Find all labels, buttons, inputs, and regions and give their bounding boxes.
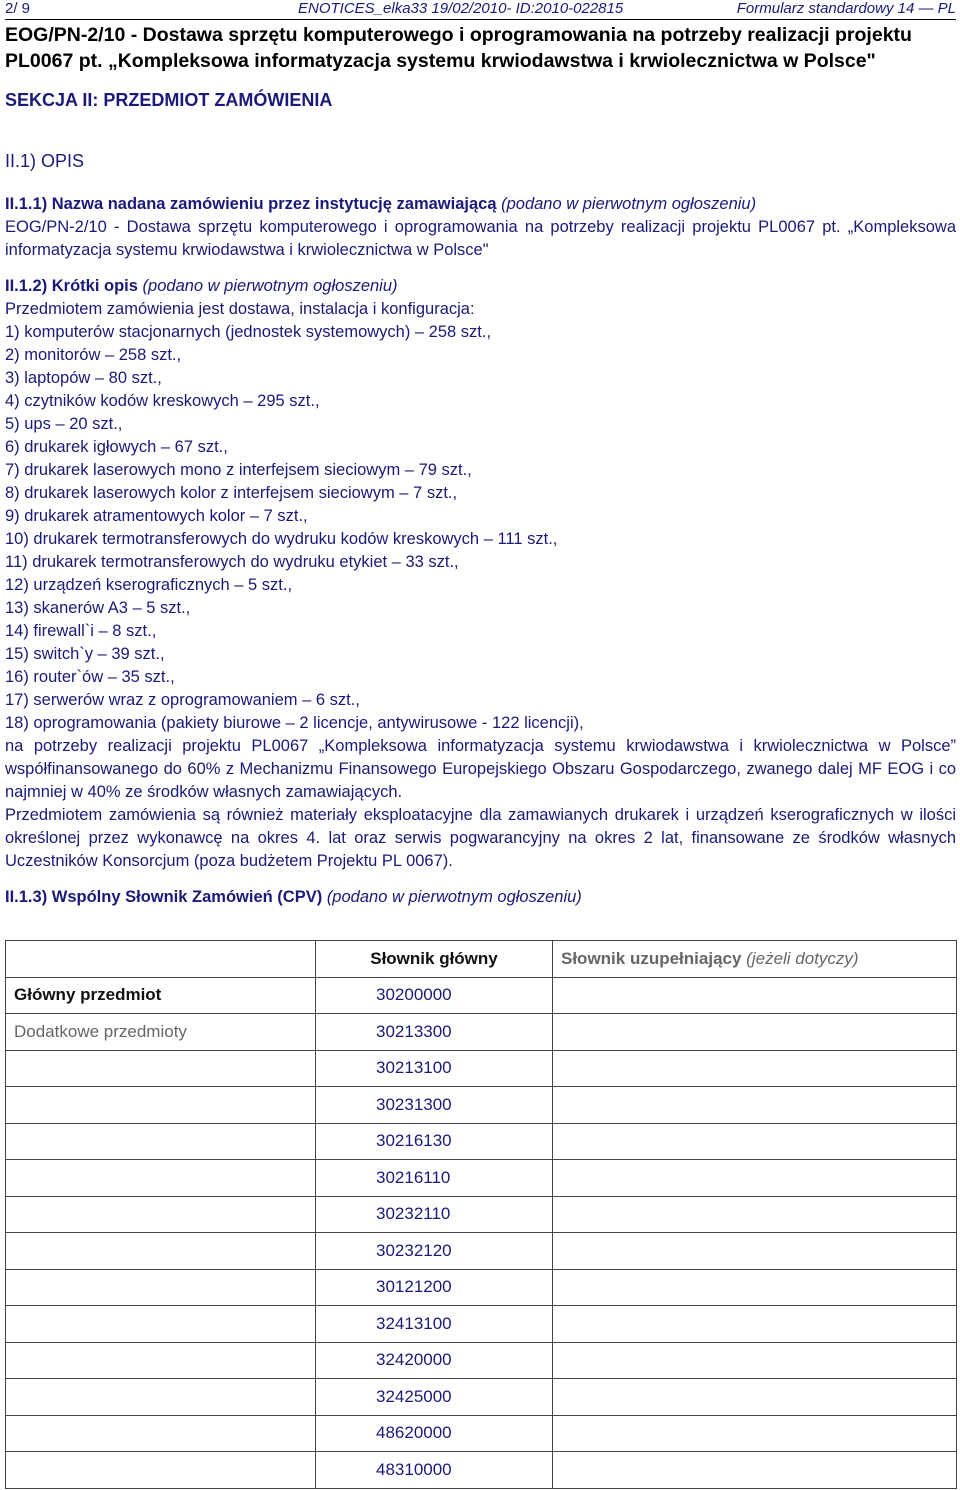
item-list <box>5 321 956 735</box>
list-item: 9) drukarek atramentowych kolor – 7 szt., <box>5 507 308 525</box>
cpv-extra-row <box>6 1123 957 1160</box>
notice-id: ENOTICES_elka33 19/02/2010- ID:2010-022815 <box>298 0 624 17</box>
cpv-extra-row <box>6 1452 957 1489</box>
cpv-extra-row <box>6 1415 957 1452</box>
section-title: SEKCJA II: PRZEDMIOT ZAMÓWIENIA <box>5 90 955 116</box>
cpv-extra-code: 48620000 <box>316 1415 553 1452</box>
list-item: 5) ups – 20 szt., <box>5 415 123 433</box>
list-item: 15) switch`y – 39 szt., <box>5 645 165 663</box>
cpv-extra-code: 48310000 <box>316 1452 553 1489</box>
cpv-extra-label: Dodatkowe przedmioty <box>6 1014 316 1051</box>
cpv-header-row <box>6 941 957 978</box>
s113-heading: II.1.3) Wspólny Słownik Zamówień (CPV) (podano w pierwotnym ogłoszeniu) <box>5 888 582 906</box>
list-item: 13) skanerów A3 – 5 szt., <box>5 599 191 617</box>
cpv-extra-code: 30213300 <box>316 1014 553 1051</box>
list-item: 8) drukarek laserowych kolor z interfejsem sieciowym – 7 szt., <box>5 484 458 502</box>
cpv-extra-code: 30232120 <box>316 1233 553 1270</box>
cpv-extra-row <box>6 1196 957 1233</box>
list-item: 18) oprogramowania (pakiety biurowe – 2 licencje, antywirusowe - 122 licencji), <box>5 714 584 732</box>
document-title: EOG/PN-2/10 - Dostawa sprzętu komputerowego i oprogramowania na potrzeby realizacji projektu PL0067 pt. „Kompleksowa informatyzacja systemu krwiodawstwa i krwiolecznictwa w Polsce" <box>5 24 912 72</box>
s112-heading: II.1.2) Krótki opis (podano w pierwotnym ogłoszeniu) <box>5 277 398 295</box>
page-number: 2/ 9 <box>5 0 31 17</box>
cpv-extra-row <box>6 1160 957 1197</box>
cpv-extra-row <box>6 1087 957 1124</box>
cpv-extra-code: 30213100 <box>316 1050 553 1087</box>
cpv-extra-code: 32425000 <box>316 1379 553 1416</box>
list-item: 11) drukarek termotransferowych do wydruku etykiet – 33 szt., <box>5 553 459 571</box>
cpv-extra-code: 30216130 <box>316 1123 553 1160</box>
opis-heading: II.1) OPIS <box>5 151 85 171</box>
list-item: 1) komputerów stacjonarnych (jednostek systemowych) – 258 szt., <box>5 323 492 341</box>
cpv-extra-code: 30121200 <box>316 1269 553 1306</box>
section-content <box>5 193 956 909</box>
cpv-extra-row <box>6 1379 957 1416</box>
cpv-extra-row <box>6 1014 957 1051</box>
list-item: 14) firewall`i – 8 szt., <box>5 622 157 640</box>
s112-para1: na potrzeby realizacji projektu PL0067 „Kompleksowa informatyzacja systemu krwiodawstwa i krwiolecznictwa w Polsce” współfinansowanego do 60% z Mechanizmu Finansowego Europejskiego Obszaru Gospodarczego, zwanego dalej MF EOG i co najmniej w 40% ze środków własnych zamawiających. <box>5 737 956 801</box>
cpv-extra-code: 32420000 <box>316 1342 553 1379</box>
cpv-extra-row <box>6 1269 957 1306</box>
cpv-extra-row <box>6 1306 957 1343</box>
cpv-extra-code: 30231300 <box>316 1087 553 1124</box>
cpv-main-code: 30200000 <box>316 977 553 1014</box>
list-item: 17) serwerów wraz z oprogramowaniem – 6 szt., <box>5 691 360 709</box>
cpv-extra-row <box>6 1233 957 1270</box>
form-name: Formularz standardowy 14 — PL <box>736 0 956 17</box>
list-item: 6) drukarek igłowych – 67 szt., <box>5 438 228 456</box>
s112-intro: Przedmiotem zamówienia jest dostawa, instalacja i konfiguracja: <box>5 300 475 318</box>
list-item: 3) laptopów – 80 szt., <box>5 369 162 387</box>
cpv-col-main: Słownik główny <box>316 941 553 978</box>
list-item: 2) monitorów – 258 szt., <box>5 346 182 364</box>
list-item: 7) drukarek laserowych mono z interfejsem sieciowym – 79 szt., <box>5 461 472 479</box>
s111-heading: II.1.1) Nazwa nadana zamówieniu przez instytucję zamawiającą (podano w pierwotnym ogłoszeniu) <box>5 195 757 213</box>
cpv-extra-code: 30232110 <box>316 1196 553 1233</box>
list-item: 10) drukarek termotransferowych do wydruku kodów kreskowych – 111 szt., <box>5 530 558 548</box>
cpv-col-supp: Słownik uzupełniający (jeżeli dotyczy) <box>553 941 957 978</box>
s111-text: EOG/PN-2/10 - Dostawa sprzętu komputerowego i oprogramowania na potrzeby realizacji projektu PL0067 pt. „Kompleksowa informatyzacja systemu krwiodawstwa i krwiolecznictwa w Polsce" <box>5 218 956 259</box>
list-item: 4) czytników kodów kreskowych – 295 szt., <box>5 392 320 410</box>
cpv-extra-code: 30216110 <box>316 1160 553 1197</box>
s112-para2: Przedmiotem zamówienia są również materiały eksploatacyjne dla zamawianych drukarek i urządzeń kserograficznych w ilości określonej przez wykonawcę na okres 4. lat oraz serwis pogwarancyjny na okres 2 lat, finansowane ze środków własnych Uczestników Konsorcjum (poza budżetem Projektu PL 0067). <box>5 806 956 870</box>
list-item: 16) router`ów – 35 szt., <box>5 668 175 686</box>
list-item: 12) urządzeń kserograficznych – 5 szt., <box>5 576 293 594</box>
cpv-main-row <box>6 977 957 1014</box>
cpv-extra-code: 32413100 <box>316 1306 553 1343</box>
cpv-table <box>5 940 957 1489</box>
cpv-extra-row <box>6 1342 957 1379</box>
cpv-main-label: Główny przedmiot <box>6 977 316 1014</box>
page-header <box>5 0 956 20</box>
cpv-extra-row <box>6 1050 957 1087</box>
